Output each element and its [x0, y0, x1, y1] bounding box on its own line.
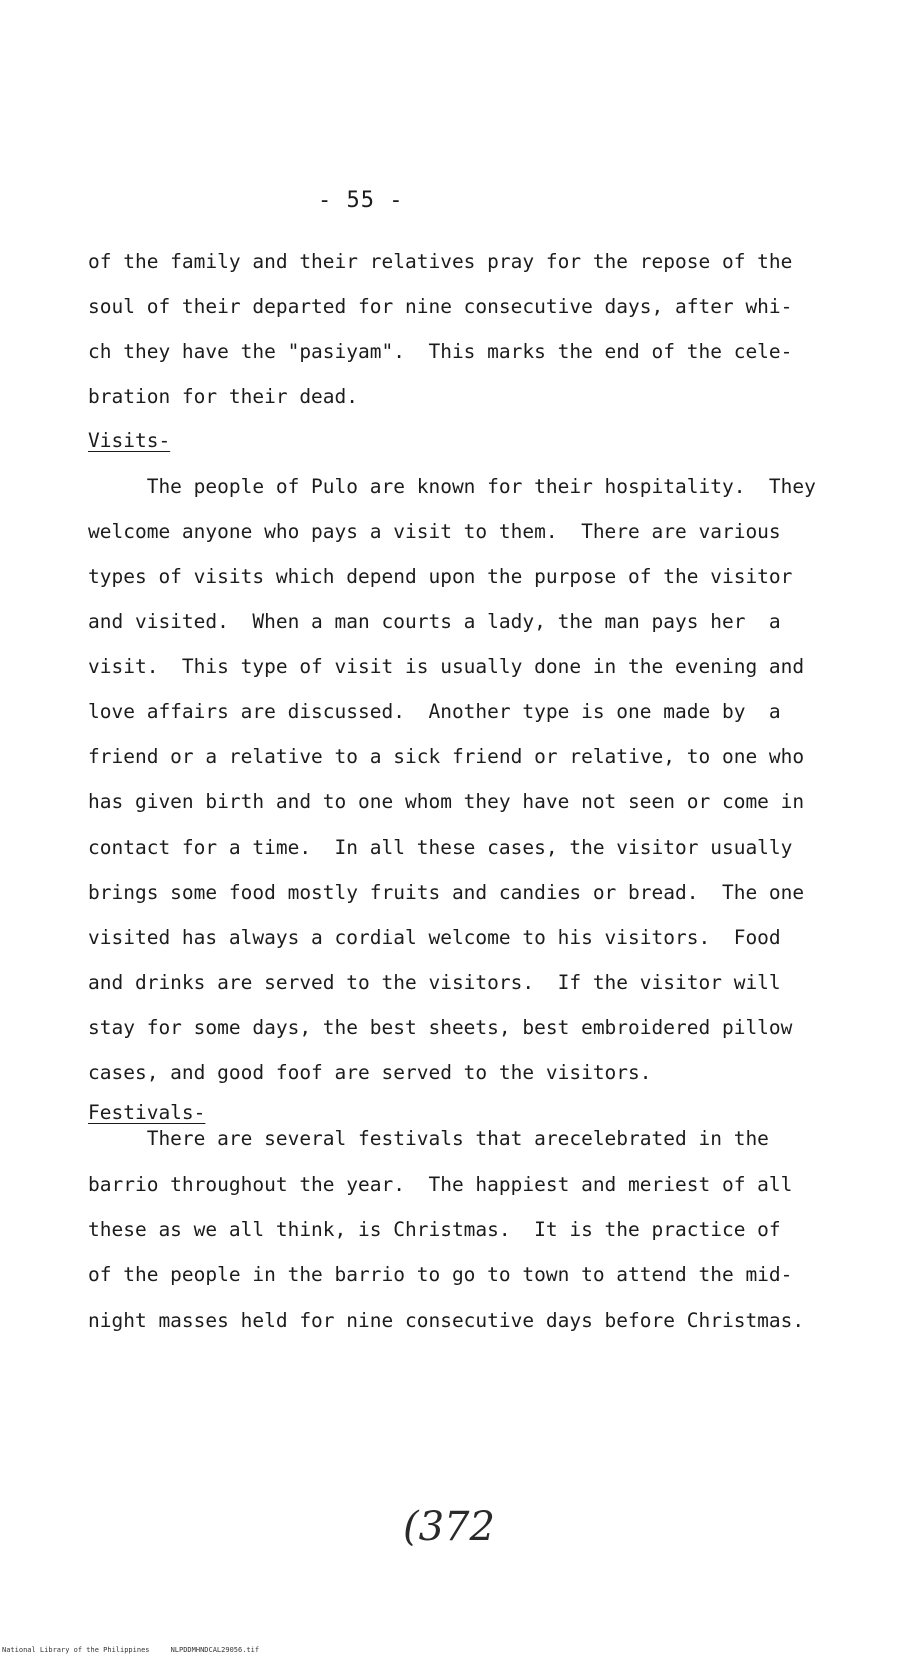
visits-line: love affairs are discussed. Another type is one made by a: [88, 700, 781, 723]
visits-line: and visited. When a man courts a lady, the man pays her a: [88, 610, 781, 633]
intro-line: soul of their departed for nine consecutive days, after whi-: [88, 295, 793, 318]
visits-line: has given birth and to one whom they have not seen or come in: [88, 790, 805, 813]
scan-footer: National Library of the Philippines NLPDDMHNDCAL29056.tif: [2, 1646, 260, 1654]
visits-line: types of visits which depend upon the purpose of the visitor: [88, 565, 793, 588]
festivals-line: barrio throughout the year. The happiest and meriest of all: [88, 1173, 793, 1196]
visits-line: friend or a relative to a sick friend or relative, to one who: [88, 745, 805, 768]
visits-heading: Visits-: [88, 429, 171, 452]
visits-line: welcome anyone who pays a visit to them. There are various: [88, 520, 781, 543]
visits-line: and drinks are served to the visitors. If the visitor will: [88, 971, 781, 994]
festivals-line: There are several festivals that arecelebrated in the: [88, 1127, 769, 1150]
visits-line: visited has always a cordial welcome to his visitors. Food: [88, 926, 781, 949]
festivals-line: night masses held for nine consecutive days before Christmas.: [88, 1309, 805, 1332]
visits-line: contact for a time. In all these cases, the visitor usually: [88, 836, 793, 859]
visits-line: visit. This type of visit is usually done in the evening and: [88, 655, 805, 678]
festivals-heading: Festivals-: [88, 1101, 206, 1124]
handwritten-folio: (372: [403, 1504, 495, 1550]
festivals-line: these as we all think, is Christmas. It is the practice of: [88, 1218, 781, 1241]
visits-line: The people of Pulo are known for their hospitality. They: [88, 475, 816, 498]
intro-line: bration for their dead.: [88, 385, 359, 408]
festivals-line: of the people in the barrio to go to town to attend the mid-: [88, 1263, 793, 1286]
visits-line: cases, and good foof are served to the visitors.: [88, 1061, 652, 1084]
page-number: - 55 -: [318, 188, 404, 213]
visits-line: stay for some days, the best sheets, best embroidered pillow: [88, 1016, 793, 1039]
visits-line: brings some food mostly fruits and candies or bread. The one: [88, 881, 805, 904]
intro-line: of the family and their relatives pray for the repose of the: [88, 250, 793, 273]
intro-line: ch they have the "pasiyam". This marks the end of the cele-: [88, 340, 793, 363]
